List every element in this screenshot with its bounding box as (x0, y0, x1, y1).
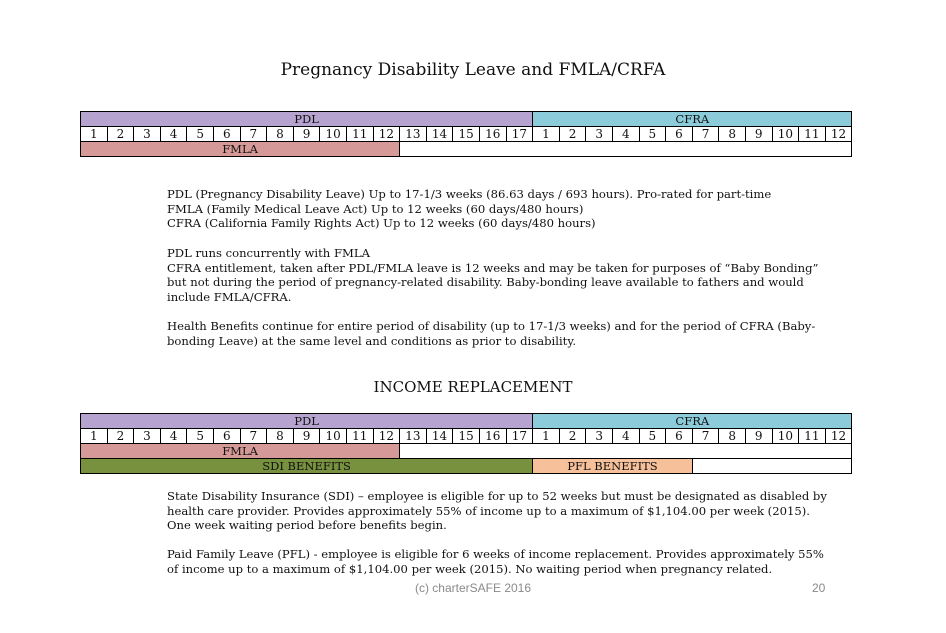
cfra-week-cell: 8 (719, 127, 746, 142)
pdl-week-cell: 10 (320, 127, 347, 142)
pdl-week-cell: 3 (134, 429, 161, 444)
pfl-text: Paid Family Leave (PFL) - employee is eligible for 6 weeks of income replacement. Provides approximately 55% of income up to a maximum of $1,104.00 per week (2015). No waiting period when pregnancy related. (167, 547, 824, 576)
pdl-week-cell: 1 (81, 429, 108, 444)
week-number-row (81, 429, 852, 444)
pdl-week-cell: 11 (346, 127, 373, 142)
cfra-week-cell: 10 (772, 429, 799, 444)
fmla-definition: FMLA (Family Medical Leave Act) Up to 12 weeks (60 days/480 hours) (167, 201, 584, 216)
pdl-week-cell: 1 (81, 127, 108, 142)
cfra-week-cell: 4 (612, 127, 639, 142)
pdl-week-cell: 9 (293, 127, 320, 142)
cfra-week-cell: 10 (772, 127, 799, 142)
pdl-week-cell: 7 (240, 429, 267, 444)
pdl-week-cell: 9 (293, 429, 320, 444)
page-title: Pregnancy Disability Leave and FMLA/CRFA (280, 60, 666, 80)
pdl-week-cell: 12 (373, 429, 400, 444)
cfra-week-cell: 1 (533, 127, 560, 142)
fmla-bar: FMLA (81, 142, 400, 157)
pdl-week-cell: 3 (134, 127, 161, 142)
pdl-header: PDL (81, 414, 533, 429)
cfra-week-cell: 7 (692, 127, 719, 142)
cfra-week-cell: 11 (799, 127, 826, 142)
empty-bar (692, 459, 852, 474)
cfra-week-cell: 1 (533, 429, 560, 444)
pdl-week-cell: 14 (426, 127, 453, 142)
footer-copyright: (c) charterSAFE 2016 (414, 581, 532, 595)
sdi-block (167, 489, 827, 533)
pdl-week-cell: 13 (400, 127, 427, 142)
cfra-week-cell: 7 (692, 429, 719, 444)
income-replacement-table (80, 413, 852, 474)
cfra-week-cell: 9 (745, 127, 772, 142)
cfra-week-cell: 4 (612, 429, 639, 444)
week-number-row (81, 127, 852, 142)
pdl-week-cell: 13 (400, 429, 427, 444)
pdl-week-cell: 8 (267, 429, 294, 444)
pdl-week-cell: 5 (187, 127, 214, 142)
pdl-week-cell: 2 (107, 127, 134, 142)
concurrent-block (167, 246, 827, 304)
cfra-week-cell: 3 (586, 127, 613, 142)
cfra-week-cell: 2 (559, 429, 586, 444)
fmla-bar: FMLA (81, 444, 400, 459)
sdi-text: State Disability Insurance (SDI) – employee is eligible for up to 52 weeks but must be designated as disabled by health care provider. Provides approximately 55% of income up to a maximum of $1,104.00 per week (2015). One week waiting period before benefits begin. (167, 489, 827, 533)
income-replacement-title: INCOME REPLACEMENT (373, 378, 573, 396)
pdl-week-cell: 10 (320, 429, 347, 444)
pdl-definition: PDL (Pregnancy Disability Leave) Up to 17-1/3 weeks (86.63 days / 693 hours). Pro-rated for part-time (167, 187, 772, 201)
sdi-benefits-bar: SDI BENEFITS (81, 459, 533, 474)
cfra-week-cell: 6 (666, 429, 693, 444)
concurrent-statement: PDL runs concurrently with FMLA (167, 246, 370, 260)
pdl-week-cell: 16 (479, 429, 506, 444)
cfra-week-cell: 5 (639, 429, 666, 444)
pdl-week-cell: 12 (373, 127, 400, 142)
pfl-benefits-bar: PFL BENEFITS (533, 459, 693, 474)
cfra-header: CFRA (533, 112, 852, 127)
pdl-week-cell: 17 (506, 127, 533, 142)
pdl-week-cell: 4 (160, 127, 187, 142)
pdl-week-cell: 2 (107, 429, 134, 444)
health-benefits-block (167, 319, 827, 348)
cfra-week-cell: 9 (745, 429, 772, 444)
pdl-week-cell: 8 (267, 127, 294, 142)
health-benefits-text: Health Benefits continue for entire period of disability (up to 17-1/3 weeks) and for the period of CFRA (Baby-bonding Leave) at the same level and conditions as prior to disability. (167, 319, 816, 348)
cfra-definition: CFRA (California Family Rights Act) Up to 12 weeks (60 days/480 hours) (167, 216, 596, 231)
leave-timeline-table (80, 111, 852, 157)
pdl-week-cell: 17 (506, 429, 533, 444)
cfra-header: CFRA (533, 414, 852, 429)
pdl-week-cell: 16 (479, 127, 506, 142)
cfra-week-cell: 12 (825, 429, 852, 444)
pdl-week-cell: 6 (213, 127, 240, 142)
pdl-week-cell: 6 (213, 429, 240, 444)
pfl-block (167, 547, 827, 576)
pdl-week-cell: 11 (346, 429, 373, 444)
cfra-entitlement-text: CFRA entitlement, taken after PDL/FMLA leave is 12 weeks and may be taken for purposes of “Baby Bonding” but not during the period of pregnancy-related disability. Baby-bonding leave available to fathers and would include FMLA/CFRA. (167, 260, 819, 304)
pdl-week-cell: 7 (240, 127, 267, 142)
cfra-week-cell: 11 (799, 429, 826, 444)
page-number: 20 (812, 581, 826, 595)
cfra-week-cell: 3 (586, 429, 613, 444)
cfra-week-cell: 12 (825, 127, 852, 142)
cfra-week-cell: 6 (666, 127, 693, 142)
cfra-week-cell: 5 (639, 127, 666, 142)
pdl-week-cell: 4 (160, 429, 187, 444)
cfra-week-cell: 2 (559, 127, 586, 142)
pdl-header: PDL (81, 112, 533, 127)
empty-bar (400, 142, 852, 157)
pdl-week-cell: 15 (453, 127, 480, 142)
pdl-week-cell: 14 (426, 429, 453, 444)
pdl-week-cell: 5 (187, 429, 214, 444)
cfra-week-cell: 8 (719, 429, 746, 444)
empty-bar (400, 444, 852, 459)
definitions-block (167, 187, 827, 231)
pdl-week-cell: 15 (453, 429, 480, 444)
